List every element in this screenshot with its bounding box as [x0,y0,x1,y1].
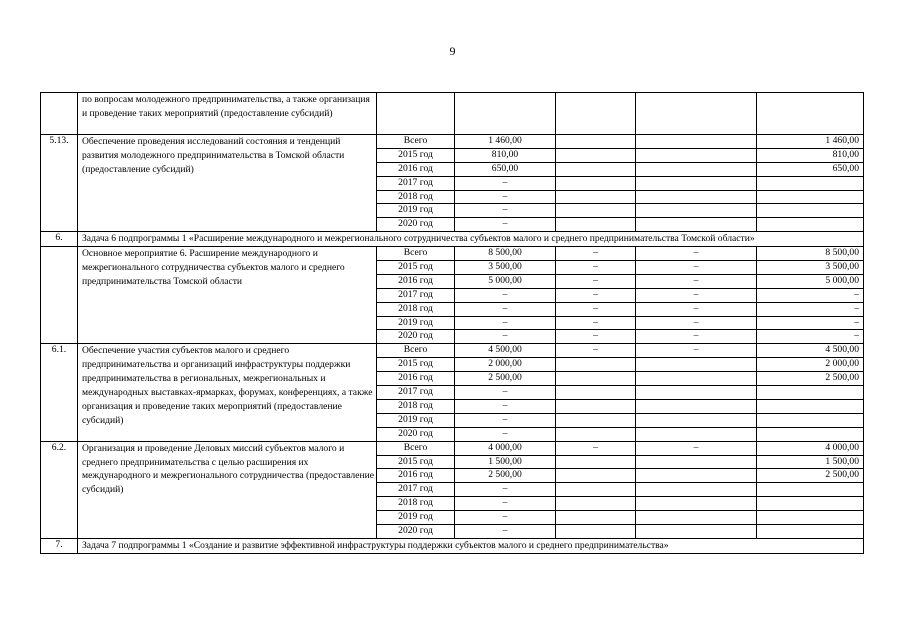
row-number: 6.1. [41,344,78,441]
regional-value [636,176,757,190]
regional-value [636,162,757,176]
total-value: – [455,190,556,204]
total-value: – [455,427,556,441]
year-label: 2020 год [377,524,455,538]
table-row [41,441,864,455]
year-label: 2015 год [377,358,455,372]
empty-cell [455,93,556,135]
table-row [41,344,864,358]
regional-value [636,358,757,372]
task-row [41,232,864,247]
total-value: 4 500,00 [455,344,556,358]
federal-value [556,497,636,511]
federal-value [556,413,636,427]
regional-value: – [636,274,757,288]
row-description: Обеспечение проведения исследований состояния и тенденций развития молодежного предпринимательства в Томской области (предоставление субсидий) [78,135,377,232]
year-label: Всего [377,247,455,261]
extra-value: 810,00 [757,148,864,162]
total-value: 810,00 [455,148,556,162]
federal-value [556,483,636,497]
total-value: – [455,218,556,232]
regional-value [636,524,757,538]
extra-value [757,427,864,441]
federal-value: – [556,288,636,302]
extra-value [757,176,864,190]
regional-value: – [636,344,757,358]
regional-value [636,204,757,218]
page-number: 9 [449,44,456,58]
federal-value [556,162,636,176]
year-label: Всего [377,441,455,455]
table-row-continued [41,93,864,135]
budget-table [40,92,864,554]
regional-value: – [636,441,757,455]
year-label: 2015 год [377,455,455,469]
row-number [41,247,78,344]
regional-value [636,372,757,386]
extra-value [757,483,864,497]
federal-value: – [556,330,636,344]
regional-value [636,413,757,427]
extra-value: 3 500,00 [757,261,864,275]
total-value: – [455,399,556,413]
federal-value [556,176,636,190]
extra-value: – [757,316,864,330]
year-label: 2017 год [377,386,455,400]
row-description: Обеспечение участия субъектов малого и среднего предпринимательства и организаций инфраструктуры поддержки предпринимательства в региональных, межрегиональных и международных выставках-ярмарках, форумах, конференциях, а также организация и проведение таких мероприятий (предоставление субсидий) [78,344,377,441]
year-label: 2020 год [377,330,455,344]
total-value: 1 500,00 [455,455,556,469]
total-value: 2 500,00 [455,372,556,386]
row-description: по вопросам молодежного предпринимательства, а также организация и проведение таких мероприятий (предоставление субсидий) [78,93,377,135]
regional-value [636,427,757,441]
federal-value [556,358,636,372]
federal-value: – [556,274,636,288]
regional-value [636,399,757,413]
extra-value: – [757,330,864,344]
extra-value: 8 500,00 [757,247,864,261]
table-body [41,93,864,554]
year-label: 2020 год [377,218,455,232]
year-label: 2017 год [377,176,455,190]
regional-value [636,386,757,400]
year-label: 2018 год [377,497,455,511]
total-value: 650,00 [455,162,556,176]
federal-value [556,427,636,441]
regional-value [636,483,757,497]
task-row [41,538,864,553]
regional-value: – [636,288,757,302]
regional-value [636,455,757,469]
table-row [41,135,864,149]
row-number: 5.13. [41,135,78,232]
total-value: – [455,483,556,497]
year-label: 2019 год [377,413,455,427]
federal-value: – [556,441,636,455]
extra-value [757,218,864,232]
regional-value [636,135,757,149]
task-number: 6. [41,232,78,247]
extra-value: – [757,288,864,302]
extra-value: 1 460,00 [757,135,864,149]
year-label: 2016 год [377,372,455,386]
federal-value [556,455,636,469]
extra-value: 2 000,00 [757,358,864,372]
extra-value: 4 500,00 [757,344,864,358]
federal-value [556,399,636,413]
total-value: – [455,524,556,538]
total-value: – [455,204,556,218]
total-value: – [455,330,556,344]
empty-cell [377,93,455,135]
total-value: 1 460,00 [455,135,556,149]
federal-value [556,372,636,386]
total-value: 5 000,00 [455,274,556,288]
total-value: 4 000,00 [455,441,556,455]
regional-value: – [636,247,757,261]
extra-value: 2 500,00 [757,469,864,483]
regional-value: – [636,261,757,275]
total-value: – [455,497,556,511]
extra-value: 5 000,00 [757,274,864,288]
federal-value [556,511,636,525]
regional-value [636,148,757,162]
regional-value [636,469,757,483]
regional-value [636,497,757,511]
regional-value [636,218,757,232]
year-label: 2019 год [377,511,455,525]
task-number: 7. [41,538,78,553]
total-value: 2 000,00 [455,358,556,372]
table-row [41,247,864,261]
year-label: Всего [377,135,455,149]
row-number [41,93,78,135]
federal-value [556,524,636,538]
federal-value: – [556,247,636,261]
task-title: Задача 6 подпрограммы 1 «Расширение международного и межрегионального сотрудничества субъектов малого и среднего предпринимательства Томской области» [78,232,864,247]
federal-value [556,469,636,483]
extra-value [757,524,864,538]
regional-value [636,511,757,525]
extra-value [757,399,864,413]
total-value: – [455,316,556,330]
regional-value: – [636,330,757,344]
year-label: 2016 год [377,469,455,483]
empty-cell [636,93,757,135]
regional-value [636,190,757,204]
total-value: 3 500,00 [455,261,556,275]
empty-cell [757,93,864,135]
year-label: 2018 год [377,190,455,204]
extra-value: 4 000,00 [757,441,864,455]
federal-value [556,386,636,400]
total-value: – [455,302,556,316]
task-title: Задача 7 подпрограммы 1 «Создание и развитие эффективной инфраструктуры поддержки субъектов малого и среднего предпринимательства» [78,538,864,553]
year-label: 2019 год [377,204,455,218]
extra-value [757,386,864,400]
year-label: 2016 год [377,274,455,288]
row-description: Основное мероприятие 6. Расширение международного и межрегионального сотрудничества субъектов малого и среднего предпринимательства Томской области [78,247,377,344]
federal-value [556,148,636,162]
federal-value: – [556,344,636,358]
row-number: 6.2. [41,441,78,538]
total-value: – [455,176,556,190]
federal-value [556,190,636,204]
year-label: 2016 год [377,162,455,176]
year-label: 2018 год [377,302,455,316]
row-description: Организация и проведение Деловых миссий субъектов малого и среднего предпринимательства с целью расширения их международного и межрегионального сотрудничества (предоставление субсидий) [78,441,377,538]
regional-value: – [636,316,757,330]
extra-value [757,413,864,427]
extra-value [757,190,864,204]
federal-value [556,218,636,232]
extra-value [757,204,864,218]
total-value: 8 500,00 [455,247,556,261]
total-value: – [455,386,556,400]
year-label: 2017 год [377,288,455,302]
regional-value: – [636,302,757,316]
extra-value: 2 500,00 [757,372,864,386]
extra-value: – [757,302,864,316]
year-label: 2017 год [377,483,455,497]
total-value: – [455,413,556,427]
federal-value: – [556,302,636,316]
extra-value: 1 500,00 [757,455,864,469]
year-label: 2020 год [377,427,455,441]
total-value: – [455,288,556,302]
extra-value [757,497,864,511]
year-label: Всего [377,344,455,358]
federal-value: – [556,316,636,330]
empty-cell [556,93,636,135]
total-value: 2 500,00 [455,469,556,483]
year-label: 2015 год [377,261,455,275]
year-label: 2015 год [377,148,455,162]
total-value: – [455,511,556,525]
year-label: 2018 год [377,399,455,413]
extra-value [757,511,864,525]
federal-value: – [556,261,636,275]
extra-value: 650,00 [757,162,864,176]
federal-value [556,135,636,149]
year-label: 2019 год [377,316,455,330]
federal-value [556,204,636,218]
